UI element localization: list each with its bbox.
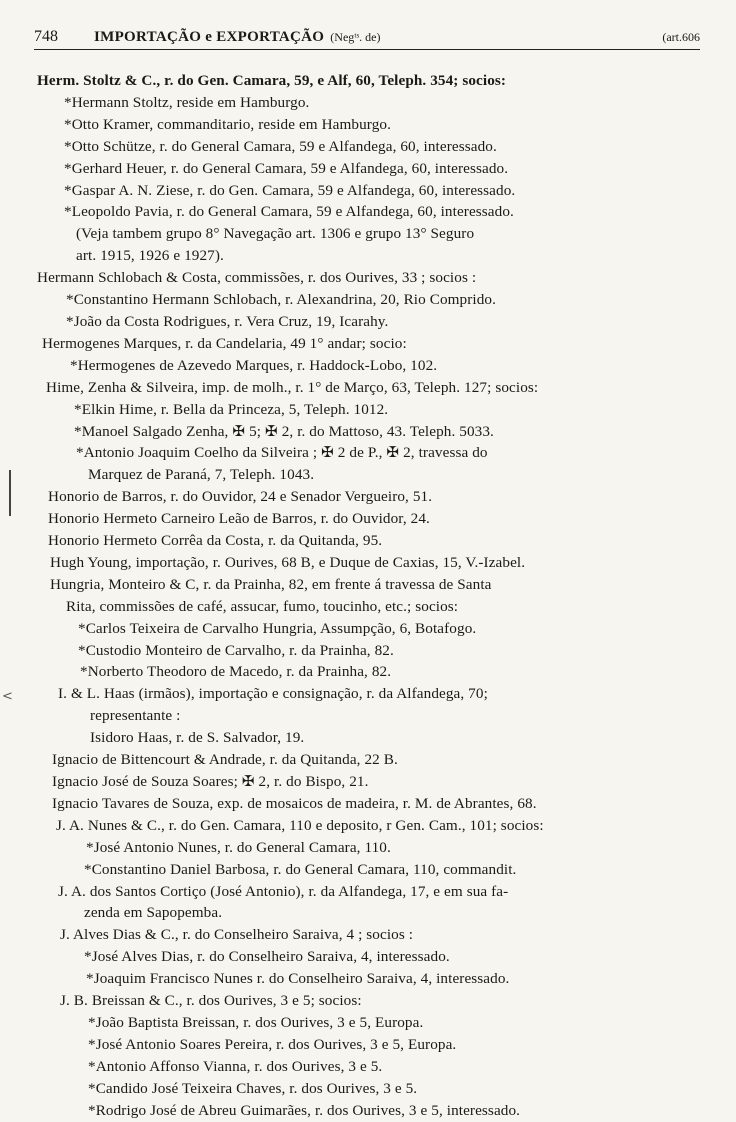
text-line: *Carlos Teixeira de Carvalho Hungria, Assumpção, 6, Botafogo. <box>78 619 477 637</box>
text-line: Ignacio José de Souza Soares; ✠ 2, r. do Bispo, 21. <box>52 773 369 790</box>
text-line: Honorio de Barros, r. do Ouvidor, 24 e Senador Vergueiro, 51. <box>48 488 433 506</box>
text-line: *Manoel Salgado Zenha, ✠ 5; ✠ 2, r. do Mattoso, 43. Teleph. 5033. <box>74 422 494 440</box>
text-line: Hime, Zenha & Silveira, imp. de molh., r. 1° de Março, 63, Teleph. 127; socios: <box>46 378 539 396</box>
page-title: IMPORTAÇÃO e EXPORTAÇÃO <box>94 29 325 45</box>
text-line: Marquez de Paraná, 7, Teleph. 1043. <box>88 466 315 484</box>
text-line: *Norberto Theodoro de Macedo, r. da Prainha, 82. <box>80 663 392 681</box>
text-line: *Rodrigo José de Abreu Guimarães, r. dos Ourives, 3 e 5, interessado. <box>88 1101 521 1119</box>
text-line: Honorio Hermeto Carneiro Leão de Barros, r. do Ouvidor, 24. <box>48 510 430 528</box>
page-subtitle: (Negᵗˢ. de) <box>330 30 381 44</box>
text-line: *Gerhard Heuer, r. do General Camara, 59 e Alfandega, 60, interessado. <box>64 159 509 177</box>
text-line: Isidoro Haas, r. de S. Salvador, 19. <box>90 729 305 747</box>
text-line: *Constantino Daniel Barbosa, r. do General Camara, 110, commandit. <box>84 860 517 878</box>
page-header <box>34 28 700 50</box>
margin-arrow-mark: < <box>2 689 13 704</box>
text-line: *Otto Schütze, r. do General Camara, 59 e Alfandega, 60, interessado. <box>64 137 497 155</box>
text-line: *Candido José Teixeira Chaves, r. dos Ourives, 3 e 5. <box>88 1079 418 1097</box>
text-line: Herm. Stoltz & C., r. do Gen. Camara, 59, e Alf, 60, Teleph. 354; socios: <box>37 72 507 89</box>
text-line: *Antonio Affonso Vianna, r. dos Ourives, 3 e 5. <box>88 1057 383 1075</box>
text-line: Hermann Schlobach & Costa, commissões, r. dos Ourives, 33 ; socios : <box>37 269 477 287</box>
text-line: Rita, commissões de café, assucar, fumo, toucinho, etc.; socios: <box>66 597 459 615</box>
text-line: Honorio Hermeto Corrêa da Costa, r. da Quitanda, 95. <box>48 532 383 550</box>
text-line: *José Antonio Soares Pereira, r. dos Ourives, 3 e 5, Europa. <box>88 1035 457 1053</box>
page-number: 748 <box>34 28 58 45</box>
text-line: *José Alves Dias, r. do Conselheiro Saraiva, 4, interessado. <box>84 948 450 966</box>
text-line: Hermogenes Marques, r. da Candelaria, 49 1° andar; socio: <box>42 334 407 352</box>
text-line: Ignacio Tavares de Souza, exp. de mosaicos de madeira, r. M. de Abrantes, 68. <box>52 794 537 812</box>
text-line: *Hermogenes de Azevedo Marques, r. Haddock-Lobo, 102. <box>70 356 438 374</box>
text-line: Hugh Young, importação, r. Ourives, 68 B, e Duque de Caxias, 15, V.-Izabel. <box>50 553 526 571</box>
text-line: *Joaquim Francisco Nunes r. do Conselheiro Saraiva, 4, interessado. <box>86 970 510 988</box>
text-line: J. A. Nunes & C., r. do Gen. Camara, 110 e deposito, r Gen. Cam., 101; socios: <box>56 816 544 834</box>
text-line: *Antonio Joaquim Coelho da Silveira ; ✠ 2 de P., ✠ 2, travessa do <box>76 444 488 462</box>
text-line: *José Antonio Nunes, r. do General Camara, 110. <box>86 838 391 856</box>
text-line: *João Baptista Breissan, r. dos Ourives, 3 e 5, Europa. <box>88 1013 424 1031</box>
text-line: *Constantino Hermann Schlobach, r. Alexandrina, 20, Rio Comprido. <box>66 291 497 309</box>
text-line: representante : <box>90 707 181 725</box>
directory-listing <box>0 70 736 1122</box>
text-line: Hungria, Monteiro & C, r. da Prainha, 82, em frente á travessa de Santa <box>50 575 492 593</box>
text-line: art. 1915, 1926 e 1927). <box>76 247 224 265</box>
text-line: Ignacio de Bittencourt & Andrade, r. da Quitanda, 22 B. <box>52 751 398 769</box>
text-line: J. A. dos Santos Cortiço (José Antonio), r. da Alfandega, 17, e em sua fa- <box>58 882 509 900</box>
text-line: *João da Costa Rodrigues, r. Vera Cruz, 19, Icarahy. <box>66 312 389 330</box>
text-line: *Custodio Monteiro de Carvalho, r. da Prainha, 82. <box>78 641 394 659</box>
text-line: zenda em Sapopemba. <box>84 904 223 922</box>
text-line: *Hermann Stoltz, reside em Hamburgo. <box>64 93 310 111</box>
text-line: *Otto Kramer, commanditario, reside em Hamburgo. <box>64 115 391 133</box>
text-line: *Leopoldo Pavia, r. do General Camara, 59 e Alfandega, 60, interessado. <box>64 203 514 221</box>
text-line: (Veja tambem grupo 8° Navegação art. 1306 e grupo 13° Seguro <box>76 225 475 243</box>
article-reference: (art.606 <box>662 30 700 44</box>
text-line: J. B. Breissan & C., r. dos Ourives, 3 e 5; socios: <box>60 992 362 1010</box>
text-line: J. Alves Dias & C., r. do Conselheiro Saraiva, 4 ; socios : <box>60 926 414 944</box>
text-line: *Elkin Hime, r. Bella da Princeza, 5, Teleph. 1012. <box>74 400 389 418</box>
text-line: I. & L. Haas (irmãos), importação e consignação, r. da Alfandega, 70; <box>58 685 488 703</box>
text-line: *Gaspar A. N. Ziese, r. do Gen. Camara, 59 e Alfandega, 60, interessado. <box>64 181 516 199</box>
